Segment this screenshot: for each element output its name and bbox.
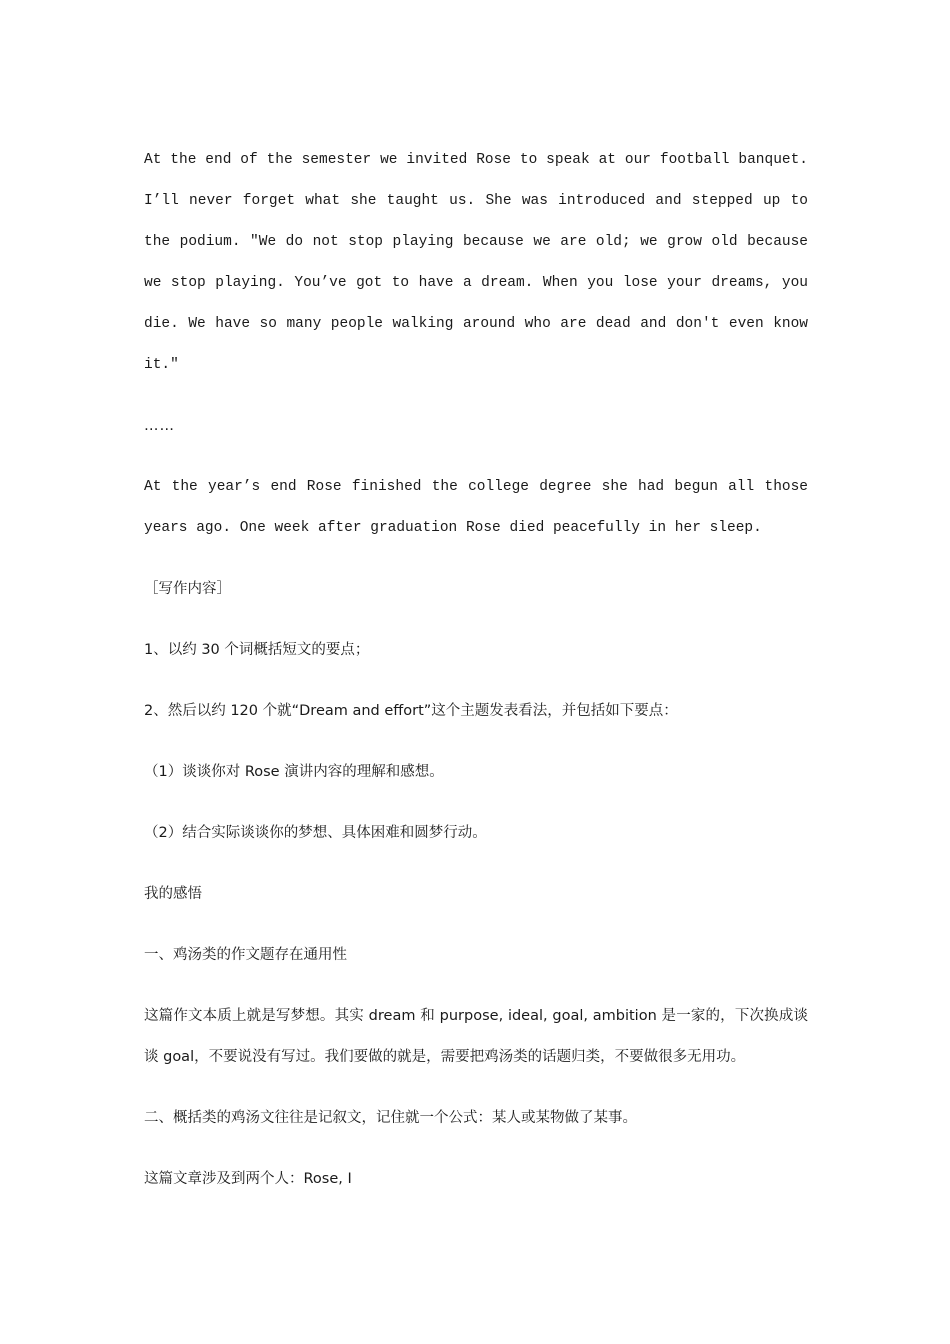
- writing-task-item-1: 1、以约 30 个词概括短文的要点；: [144, 642, 370, 658]
- writing-task-heading: ［写作内容］: [144, 581, 231, 597]
- document-page: [144, 140, 808, 1200]
- writing-task-item-2: 2、然后以约 120 个就“Dream and effort”这个主题发表看法，并包括如下要点：: [144, 703, 678, 719]
- story-paragraph-graduation: At the year’s end Rose finished the college degree she had begun all those years ago. One week after graduation Rose died peacefully in her sleep.: [144, 479, 808, 536]
- reflection-section-1-title: 一、鸡汤类的作文题存在通用性: [144, 947, 347, 963]
- reflection-section-1-body: 这篇作文本质上就是写梦想。其实 dream 和 purpose, ideal, goal, ambition 是一家的，下次换成谈谈 goal，不要说没有写过。我们要做的就是，需要把鸡汤类的话题归类，不要做很多无用功。: [144, 1008, 808, 1065]
- reflection-section-2-title: 二、概括类的鸡汤文往往是记叙文，记住就一个公式：某人或某物做了某事。: [144, 1110, 637, 1126]
- reflection-section-2-body: 这篇文章涉及到两个人：Rose, I: [144, 1171, 352, 1187]
- story-paragraph-banquet: At the end of the semester we invited Rose to speak at our football banquet. I’ll never forget what she taught us. She was introduced and stepped up to the podium. "We do not stop playing because we are old; we grow old because we stop playing. You’ve got to have a dream. When you lose your dreams, you die. We have so many people walking around who are dead and don't even know it.": [144, 152, 808, 373]
- reflection-heading: 我的感悟: [144, 886, 202, 902]
- ellipsis-break: ……: [144, 418, 175, 434]
- writing-task-point-1: （1）谈谈你对 Rose 演讲内容的理解和感想。: [144, 764, 444, 780]
- writing-task-point-2: （2）结合实际谈谈你的梦想、具体困难和圆梦行动。: [144, 825, 487, 841]
